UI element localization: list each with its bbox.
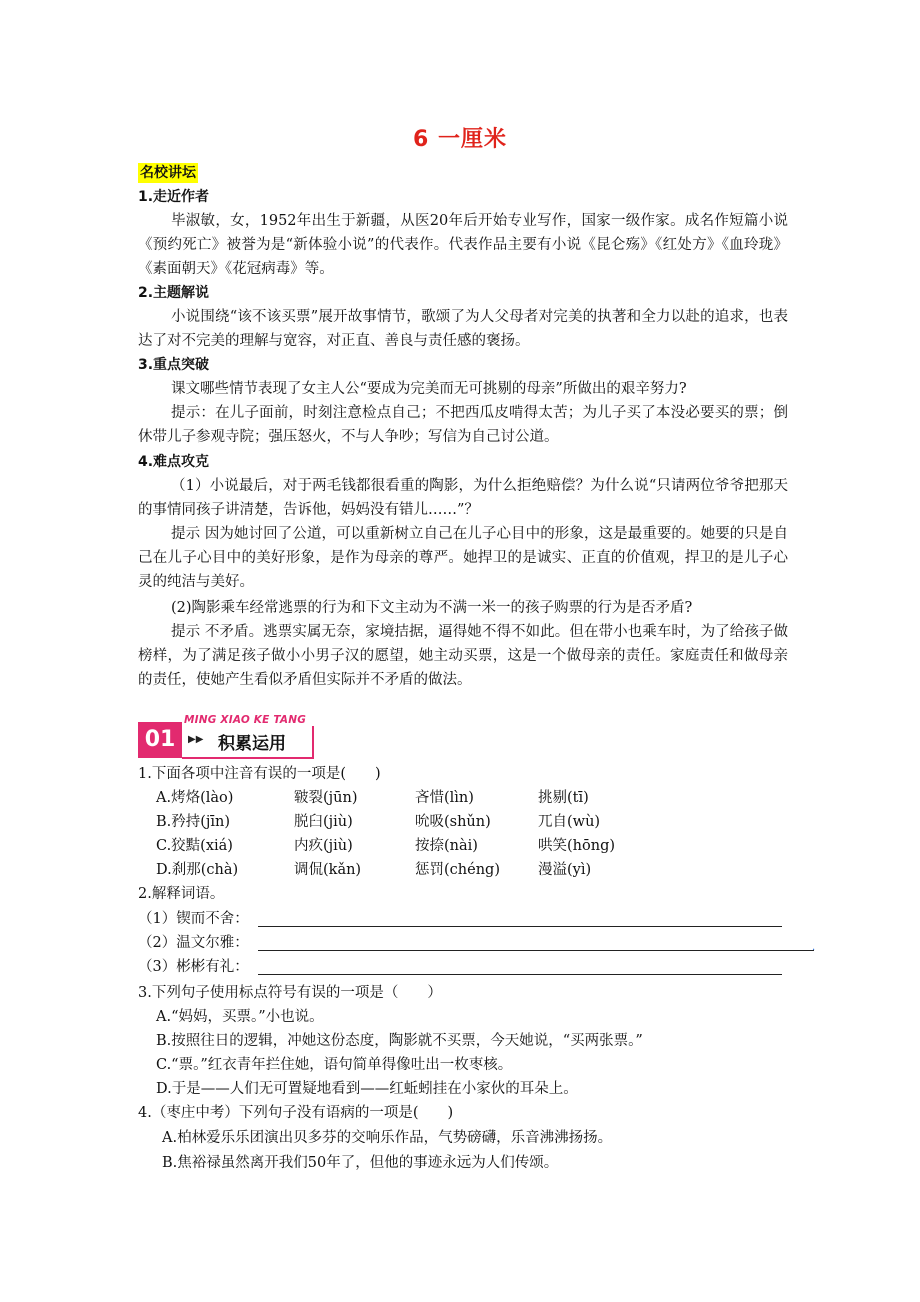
- q1-option: B.矜持(jīn): [156, 814, 231, 830]
- heading-theme: 2.主题解说: [138, 285, 210, 301]
- q1-option: 按捺(nài): [415, 838, 478, 854]
- q1-option: D.刹那(chà): [156, 862, 239, 878]
- q1-option: A.烤烙(lào): [156, 790, 234, 806]
- badge-sideline: [312, 726, 314, 759]
- author-paragraph: 毕淑敏，女，1952年出生于新疆，从医20年后开始专业写作，国家一级作家。成名作短篇小说《预约死亡》被誉为是“新体验小说”的代表作。代表作品主要有小说《昆仑殇》《红处方》《血玲珑》《素面朝天》《花冠病毒》等。: [138, 213, 788, 277]
- difficult-question-1: （1）小说最后，对于两毛钱都很看重的陶影，为什么拒绝赔偿？为什么说“只请两位爷爷把那天的事情同孩子讲清楚，告诉他，妈妈没有错儿……”？: [138, 478, 788, 518]
- answer-line[interactable]: [258, 950, 814, 951]
- q1-option: 漫溢(yì): [538, 862, 592, 878]
- q1-option: 挑剔(tī): [538, 790, 589, 806]
- double-arrow-icon: ▶▶: [188, 734, 204, 745]
- q1-option: 脱臼(jiù): [294, 814, 353, 830]
- answer-line[interactable]: [258, 926, 782, 927]
- badge-english: MING XIAO KE TANG: [184, 714, 307, 726]
- q1-option: 惩罚(chéng): [415, 862, 500, 878]
- q1-option: C.狡黠(xiá): [156, 838, 233, 854]
- q2-item: （3）彬彬有礼：: [138, 959, 249, 975]
- q1-option: 内疚(jiù): [294, 838, 353, 854]
- section-badge: [138, 714, 316, 760]
- q1-option: 兀自(wù): [538, 814, 601, 830]
- q4-option: A.柏林爱乐乐团演出贝多芬的交响乐作品，气势磅礴，乐音沸沸扬扬。: [162, 1130, 613, 1146]
- q3-option: D.于是——人们无可置疑地看到——红蚯蚓挂在小家伙的耳朵上。: [156, 1081, 578, 1097]
- q1-option: 哄笑(hōng): [538, 838, 616, 854]
- difficult-answer-1: 提示 因为她讨回了公道，可以重新树立自己在儿子心目中的形象，这是最重要的。她要的只是自己在儿子心目中的美好形象，是作为母亲的尊严。她捍卫的是诚实、正直的价值观，捍卫的是儿子心灵的纯洁与美好。: [138, 526, 788, 590]
- q4-stem: 4.（枣庄中考）下列句子没有语病的一项是( ): [138, 1105, 454, 1121]
- q1-option: 吝惜(lìn): [415, 790, 474, 806]
- answer-line[interactable]: [258, 974, 782, 975]
- badge-chinese: 积累运用: [218, 734, 286, 754]
- q1-option: 吮吸(shǔn): [415, 814, 491, 830]
- difficult-question-2: (2)陶影乘车经常逃票的行为和下文主动为不满一米一的孩子购票的行为是否矛盾?: [171, 600, 693, 616]
- difficult-answer-2: 提示 不矛盾。逃票实属无奈，家境拮据，逼得她不得不如此。但在带小也乘车时，为了给孩子做榜样，为了满足孩子做小小男子汉的愿望，她主动买票，这是一个做母亲的责任。家庭责任和做母亲的责任，使她产生看似矛盾但实际并不矛盾的做法。: [138, 624, 788, 688]
- q1-option: 皲裂(jūn): [294, 790, 358, 806]
- key-question: 课文哪些情节表现了女主人公“要成为完美而无可挑剔的母亲”所做出的艰辛努力?: [171, 381, 687, 397]
- section-tag: 名校讲坛: [140, 165, 196, 181]
- q3-option: C.“票。”红衣青年拦住她，语句简单得像吐出一枚枣核。: [156, 1057, 513, 1073]
- mark-dot: .: [812, 942, 816, 953]
- q2-stem: 2.解释词语。: [138, 886, 225, 902]
- heading-key-points: 3.重点突破: [138, 357, 210, 373]
- q3-stem: 3.下列句子使用标点符号有误的一项是（ ）: [138, 985, 442, 1001]
- lesson-title: 6 一厘米: [413, 127, 507, 152]
- q2-item: （2）温文尔雅：: [138, 935, 249, 951]
- q3-option: A.“妈妈，买票。”小也说。: [156, 1009, 324, 1025]
- theme-paragraph: 小说围绕“该不该买票”展开故事情节，歌颂了为人父母者对完美的执著和全力以赴的追求，也表达了对不完美的理解与宽容，对正直、善良与责任感的褒扬。: [138, 309, 788, 349]
- badge-number: 01: [138, 722, 182, 758]
- q3-option: B.按照往日的逻辑，冲她这份态度，陶影就不买票，今天她说，“买两张票。”: [156, 1033, 643, 1049]
- q1-stem: 1.下面各项中注音有误的一项是( ): [138, 766, 381, 782]
- heading-difficult-points: 4.难点攻克: [138, 454, 210, 470]
- q2-item: （1）锲而不舍：: [138, 911, 249, 927]
- heading-author: 1.走近作者: [138, 189, 210, 205]
- q4-option: B.焦裕禄虽然离开我们50年了，但他的事迹永远为人们传颂。: [162, 1155, 559, 1171]
- badge-underline: [182, 757, 314, 759]
- key-hint: 提示：在儿子面前，时刻注意检点自己；不把西瓜皮啃得太苦；为儿子买了本没必要买的票；倒休带儿子参观寺院；强压怒火，不与人争吵；写信为自己讨公道。: [138, 405, 788, 445]
- q1-option: 调侃(kǎn): [294, 862, 362, 878]
